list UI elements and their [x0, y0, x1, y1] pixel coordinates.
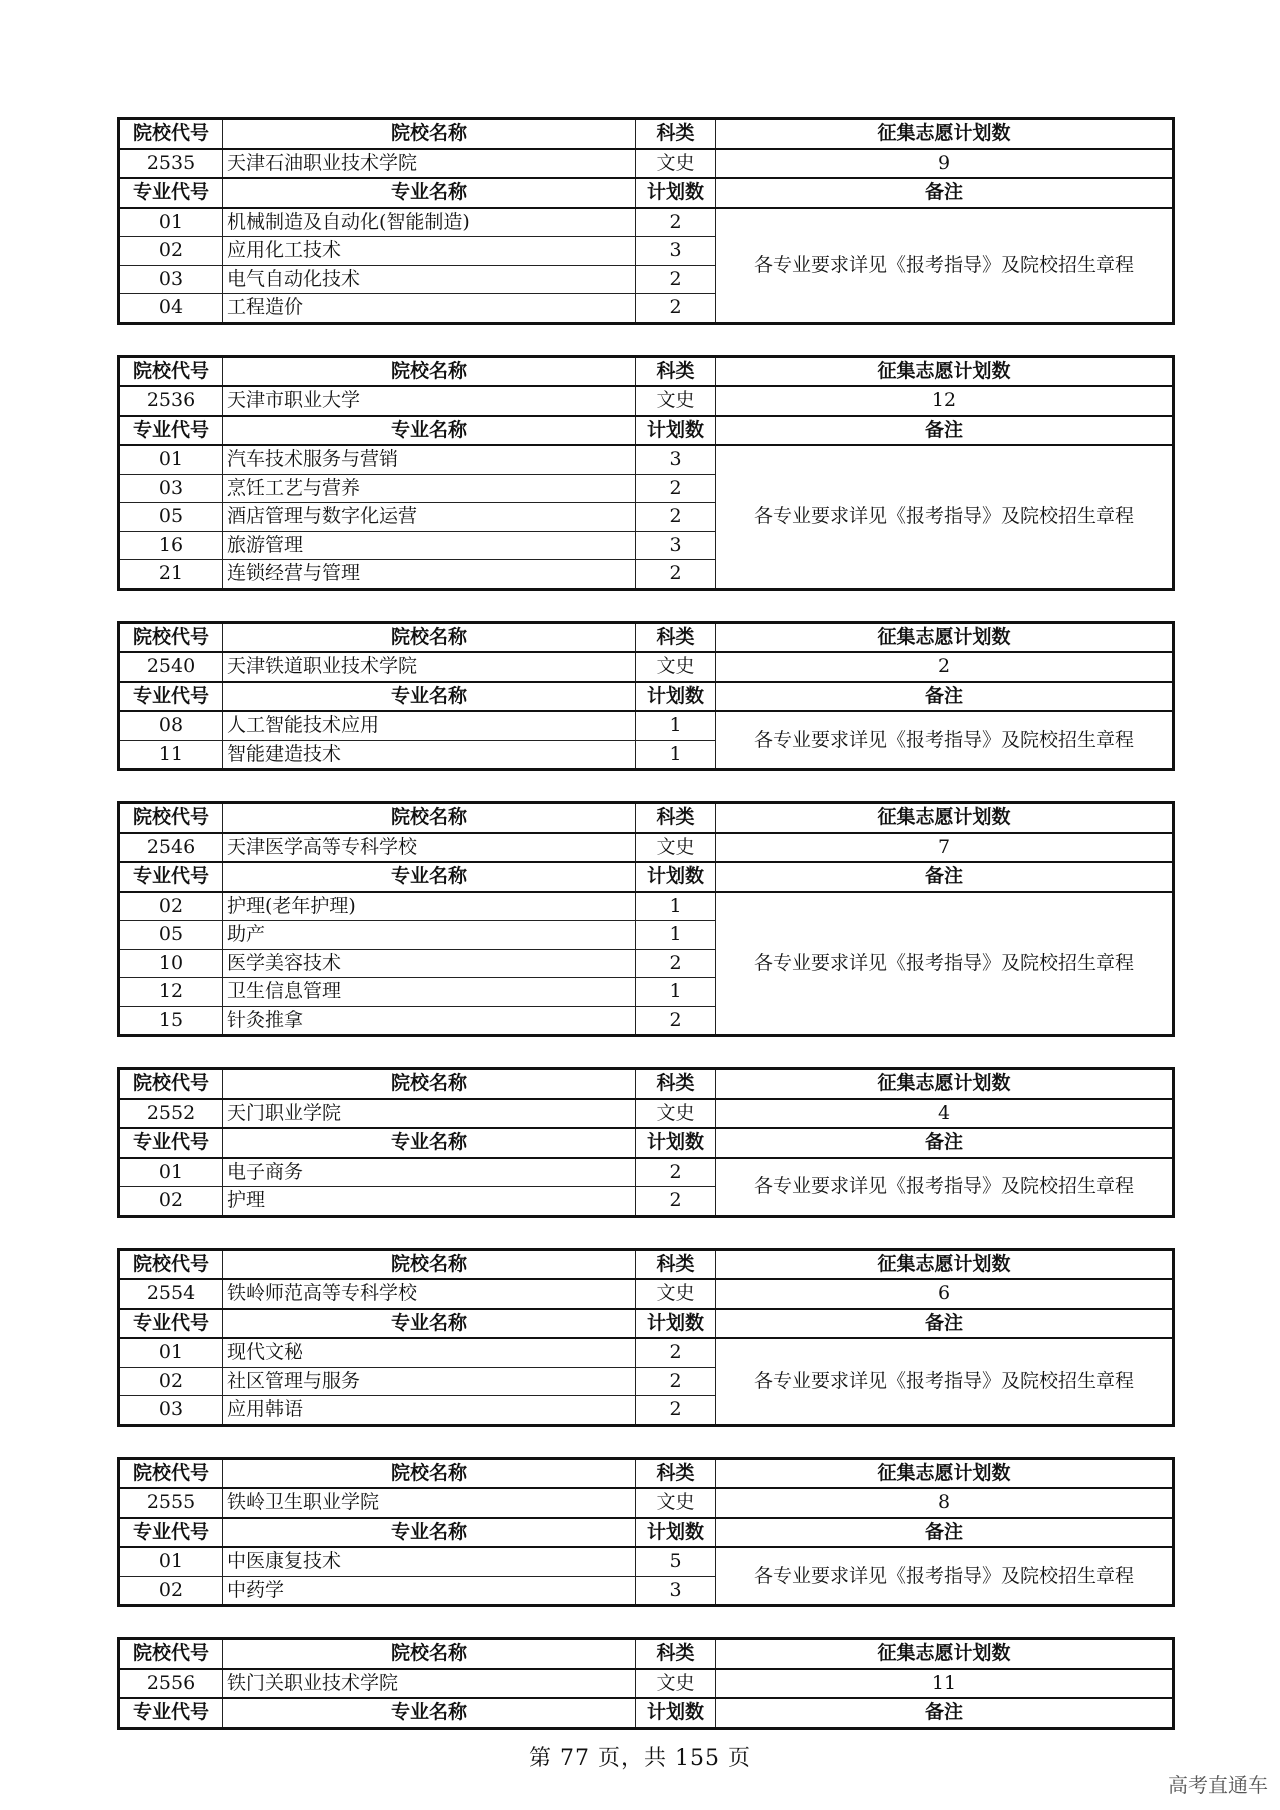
- school-table: [117, 1067, 1175, 1218]
- school-code: 2552: [119, 1099, 223, 1129]
- school-name: 天门职业学院: [223, 1099, 636, 1129]
- remark-header: 备注: [716, 178, 1174, 208]
- school-code-header: 院校代号: [119, 803, 223, 833]
- major-name: 应用韩语: [223, 1396, 636, 1426]
- school-table: [117, 1637, 1175, 1730]
- remark-header: 备注: [716, 416, 1174, 446]
- major-code: 16: [119, 531, 223, 560]
- school-name-header: 院校名称: [223, 356, 636, 386]
- major-header-row: [119, 1309, 1174, 1339]
- school-name-header: 院校名称: [223, 119, 636, 149]
- major-name: 中药学: [223, 1576, 636, 1606]
- school-category: 文史: [636, 386, 716, 416]
- major-name: 卫生信息管理: [223, 978, 636, 1007]
- school-name: 铁门关职业技术学院: [223, 1669, 636, 1699]
- major-name: 智能建造技术: [223, 740, 636, 770]
- major-code: 02: [119, 1576, 223, 1606]
- page-number: 第 77 页，共 155 页: [529, 1746, 751, 1771]
- school-header-row: [119, 622, 1174, 652]
- school-code: 2535: [119, 149, 223, 179]
- school-code: 2554: [119, 1279, 223, 1309]
- major-plan-count: 2: [636, 208, 716, 237]
- school-code-header: 院校代号: [119, 1069, 223, 1099]
- school-name: 铁岭师范高等专科学校: [223, 1279, 636, 1309]
- plan-count-header: 征集志愿计划数: [716, 803, 1174, 833]
- school-plan-count: 6: [716, 1279, 1174, 1309]
- school-plan-count: 8: [716, 1488, 1174, 1518]
- remark-note: 各专业要求详见《报考指导》及院校招生章程: [716, 208, 1174, 324]
- category-header: 科类: [636, 1458, 716, 1488]
- major-plan-count: 1: [636, 711, 716, 740]
- plan-count-header: 征集志愿计划数: [716, 356, 1174, 386]
- school-code-header: 院校代号: [119, 1249, 223, 1279]
- major-name-header: 专业名称: [223, 1128, 636, 1158]
- school-plan-count: 2: [716, 652, 1174, 682]
- major-name: 电气自动化技术: [223, 265, 636, 294]
- major-name-header: 专业名称: [223, 862, 636, 892]
- major-code-header: 专业代号: [119, 862, 223, 892]
- remark-note: 各专业要求详见《报考指导》及院校招生章程: [716, 1158, 1174, 1217]
- major-name: 连锁经营与管理: [223, 560, 636, 590]
- school-plan-count: 9: [716, 149, 1174, 179]
- major-name: 电子商务: [223, 1158, 636, 1187]
- major-plan-count: 3: [636, 531, 716, 560]
- school-code-header: 院校代号: [119, 119, 223, 149]
- school-name-header: 院校名称: [223, 1069, 636, 1099]
- major-plan-header: 计划数: [636, 178, 716, 208]
- major-code-header: 专业代号: [119, 1698, 223, 1728]
- remark-note: 各专业要求详见《报考指导》及院校招生章程: [716, 445, 1174, 589]
- major-code: 03: [119, 265, 223, 294]
- plan-count-header: 征集志愿计划数: [716, 1639, 1174, 1669]
- school-list: [117, 117, 1172, 1730]
- school-info-row: [119, 1279, 1174, 1309]
- major-name-header: 专业名称: [223, 178, 636, 208]
- school-category: 文史: [636, 1488, 716, 1518]
- school-name: 铁岭卫生职业学院: [223, 1488, 636, 1518]
- school-code-header: 院校代号: [119, 1639, 223, 1669]
- major-code: 05: [119, 503, 223, 532]
- school-name-header: 院校名称: [223, 1249, 636, 1279]
- school-table: [117, 1248, 1175, 1427]
- plan-count-header: 征集志愿计划数: [716, 622, 1174, 652]
- major-plan-count: 1: [636, 978, 716, 1007]
- major-name: 酒店管理与数字化运营: [223, 503, 636, 532]
- major-plan-count: 3: [636, 1576, 716, 1606]
- major-code-header: 专业代号: [119, 1518, 223, 1548]
- school-name-header: 院校名称: [223, 1639, 636, 1669]
- major-code: 03: [119, 474, 223, 503]
- major-plan-count: 2: [636, 949, 716, 978]
- major-plan-count: 2: [636, 265, 716, 294]
- major-plan-header: 计划数: [636, 1128, 716, 1158]
- major-name: 现代文秘: [223, 1338, 636, 1367]
- major-name: 护理: [223, 1187, 636, 1217]
- major-code-header: 专业代号: [119, 682, 223, 712]
- major-plan-count: 1: [636, 892, 716, 921]
- major-code: 04: [119, 294, 223, 324]
- school-info-row: [119, 386, 1174, 416]
- major-plan-count: 5: [636, 1547, 716, 1576]
- major-code: 11: [119, 740, 223, 770]
- school-name: 天津市职业大学: [223, 386, 636, 416]
- major-name: 中医康复技术: [223, 1547, 636, 1576]
- major-plan-count: 2: [636, 560, 716, 590]
- plan-count-header: 征集志愿计划数: [716, 1069, 1174, 1099]
- major-row: [119, 1547, 1174, 1576]
- remark-header: 备注: [716, 1518, 1174, 1548]
- major-name: 助产: [223, 921, 636, 950]
- major-code: 01: [119, 1338, 223, 1367]
- major-code: 08: [119, 711, 223, 740]
- major-name-header: 专业名称: [223, 416, 636, 446]
- major-plan-count: 2: [636, 1367, 716, 1396]
- major-plan-header: 计划数: [636, 1698, 716, 1728]
- major-code: 02: [119, 1187, 223, 1217]
- school-header-row: [119, 803, 1174, 833]
- category-header: 科类: [636, 1639, 716, 1669]
- major-name: 烹饪工艺与营养: [223, 474, 636, 503]
- major-name: 针灸推拿: [223, 1006, 636, 1036]
- school-plan-count: 7: [716, 833, 1174, 863]
- major-row: [119, 711, 1174, 740]
- remark-header: 备注: [716, 1128, 1174, 1158]
- school-info-row: [119, 1669, 1174, 1699]
- major-plan-count: 2: [636, 1187, 716, 1217]
- school-category: 文史: [636, 652, 716, 682]
- school-info-row: [119, 1488, 1174, 1518]
- major-code: 12: [119, 978, 223, 1007]
- watermark: 高考直通车: [1168, 1773, 1268, 1797]
- school-category: 文史: [636, 1099, 716, 1129]
- remark-note: 各专业要求详见《报考指导》及院校招生章程: [716, 1338, 1174, 1425]
- major-name-header: 专业名称: [223, 682, 636, 712]
- major-header-row: [119, 862, 1174, 892]
- school-code-header: 院校代号: [119, 622, 223, 652]
- school-table: [117, 621, 1175, 772]
- major-code-header: 专业代号: [119, 1128, 223, 1158]
- major-name: 护理(老年护理): [223, 892, 636, 921]
- category-header: 科类: [636, 356, 716, 386]
- remark-note: 各专业要求详见《报考指导》及院校招生章程: [716, 711, 1174, 770]
- school-table: [117, 117, 1175, 325]
- major-code: 05: [119, 921, 223, 950]
- school-name-header: 院校名称: [223, 803, 636, 833]
- school-category: 文史: [636, 149, 716, 179]
- remark-header: 备注: [716, 682, 1174, 712]
- category-header: 科类: [636, 803, 716, 833]
- major-plan-count: 3: [636, 237, 716, 266]
- major-code: 01: [119, 445, 223, 474]
- major-plan-count: 2: [636, 1006, 716, 1036]
- remark-note: 各专业要求详见《报考指导》及院校招生章程: [716, 1547, 1174, 1606]
- major-row: [119, 1338, 1174, 1367]
- major-name: 人工智能技术应用: [223, 711, 636, 740]
- school-name-header: 院校名称: [223, 1458, 636, 1488]
- school-plan-count: 12: [716, 386, 1174, 416]
- school-code: 2540: [119, 652, 223, 682]
- major-name-header: 专业名称: [223, 1698, 636, 1728]
- major-plan-header: 计划数: [636, 416, 716, 446]
- category-header: 科类: [636, 119, 716, 149]
- school-code: 2555: [119, 1488, 223, 1518]
- school-header-row: [119, 1458, 1174, 1488]
- school-info-row: [119, 652, 1174, 682]
- major-header-row: [119, 682, 1174, 712]
- major-row: [119, 208, 1174, 237]
- plan-count-header: 征集志愿计划数: [716, 1458, 1174, 1488]
- major-code-header: 专业代号: [119, 178, 223, 208]
- school-code: 2546: [119, 833, 223, 863]
- major-code: 01: [119, 1547, 223, 1576]
- major-code-header: 专业代号: [119, 1309, 223, 1339]
- school-code-header: 院校代号: [119, 1458, 223, 1488]
- school-table: [117, 1457, 1175, 1608]
- major-plan-count: 2: [636, 1338, 716, 1367]
- major-header-row: [119, 1518, 1174, 1548]
- major-row: [119, 445, 1174, 474]
- school-code: 2536: [119, 386, 223, 416]
- major-code: 01: [119, 1158, 223, 1187]
- major-plan-count: 2: [636, 294, 716, 324]
- school-plan-count: 4: [716, 1099, 1174, 1129]
- school-header-row: [119, 1249, 1174, 1279]
- major-name: 工程造价: [223, 294, 636, 324]
- major-plan-count: 1: [636, 740, 716, 770]
- category-header: 科类: [636, 1249, 716, 1279]
- school-info-row: [119, 1099, 1174, 1129]
- major-code: 02: [119, 1367, 223, 1396]
- major-name-header: 专业名称: [223, 1309, 636, 1339]
- major-plan-header: 计划数: [636, 1309, 716, 1339]
- major-header-row: [119, 178, 1174, 208]
- plan-count-header: 征集志愿计划数: [716, 1249, 1174, 1279]
- major-plan-count: 2: [636, 474, 716, 503]
- major-plan-header: 计划数: [636, 682, 716, 712]
- school-info-row: [119, 833, 1174, 863]
- remark-header: 备注: [716, 1698, 1174, 1728]
- school-name: 天津石油职业技术学院: [223, 149, 636, 179]
- major-header-row: [119, 1128, 1174, 1158]
- school-plan-count: 11: [716, 1669, 1174, 1699]
- remark-note: 各专业要求详见《报考指导》及院校招生章程: [716, 892, 1174, 1036]
- major-plan-count: 2: [636, 503, 716, 532]
- major-code: 10: [119, 949, 223, 978]
- category-header: 科类: [636, 1069, 716, 1099]
- major-row: [119, 892, 1174, 921]
- major-name: 医学美容技术: [223, 949, 636, 978]
- major-name: 应用化工技术: [223, 237, 636, 266]
- school-header-row: [119, 119, 1174, 149]
- school-category: 文史: [636, 833, 716, 863]
- school-code-header: 院校代号: [119, 356, 223, 386]
- major-name: 旅游管理: [223, 531, 636, 560]
- major-code: 15: [119, 1006, 223, 1036]
- remark-header: 备注: [716, 862, 1174, 892]
- major-code: 02: [119, 237, 223, 266]
- school-table: [117, 801, 1175, 1037]
- school-header-row: [119, 1639, 1174, 1669]
- major-name: 机械制造及自动化(智能制造): [223, 208, 636, 237]
- major-plan-count: 2: [636, 1396, 716, 1426]
- plan-count-header: 征集志愿计划数: [716, 119, 1174, 149]
- major-code: 02: [119, 892, 223, 921]
- major-name: 汽车技术服务与营销: [223, 445, 636, 474]
- major-header-row: [119, 416, 1174, 446]
- school-header-row: [119, 356, 1174, 386]
- school-category: 文史: [636, 1669, 716, 1699]
- major-code-header: 专业代号: [119, 416, 223, 446]
- school-category: 文史: [636, 1279, 716, 1309]
- school-name-header: 院校名称: [223, 622, 636, 652]
- major-header-row: [119, 1698, 1174, 1728]
- school-name: 天津铁道职业技术学院: [223, 652, 636, 682]
- major-name: 社区管理与服务: [223, 1367, 636, 1396]
- major-code: 03: [119, 1396, 223, 1426]
- remark-header: 备注: [716, 1309, 1174, 1339]
- school-code: 2556: [119, 1669, 223, 1699]
- major-plan-header: 计划数: [636, 1518, 716, 1548]
- major-row: [119, 1158, 1174, 1187]
- major-plan-header: 计划数: [636, 862, 716, 892]
- major-plan-count: 1: [636, 921, 716, 950]
- major-name-header: 专业名称: [223, 1518, 636, 1548]
- major-plan-count: 2: [636, 1158, 716, 1187]
- major-code: 21: [119, 560, 223, 590]
- school-header-row: [119, 1069, 1174, 1099]
- school-table: [117, 355, 1175, 591]
- school-info-row: [119, 149, 1174, 179]
- category-header: 科类: [636, 622, 716, 652]
- major-code: 01: [119, 208, 223, 237]
- major-plan-count: 3: [636, 445, 716, 474]
- school-name: 天津医学高等专科学校: [223, 833, 636, 863]
